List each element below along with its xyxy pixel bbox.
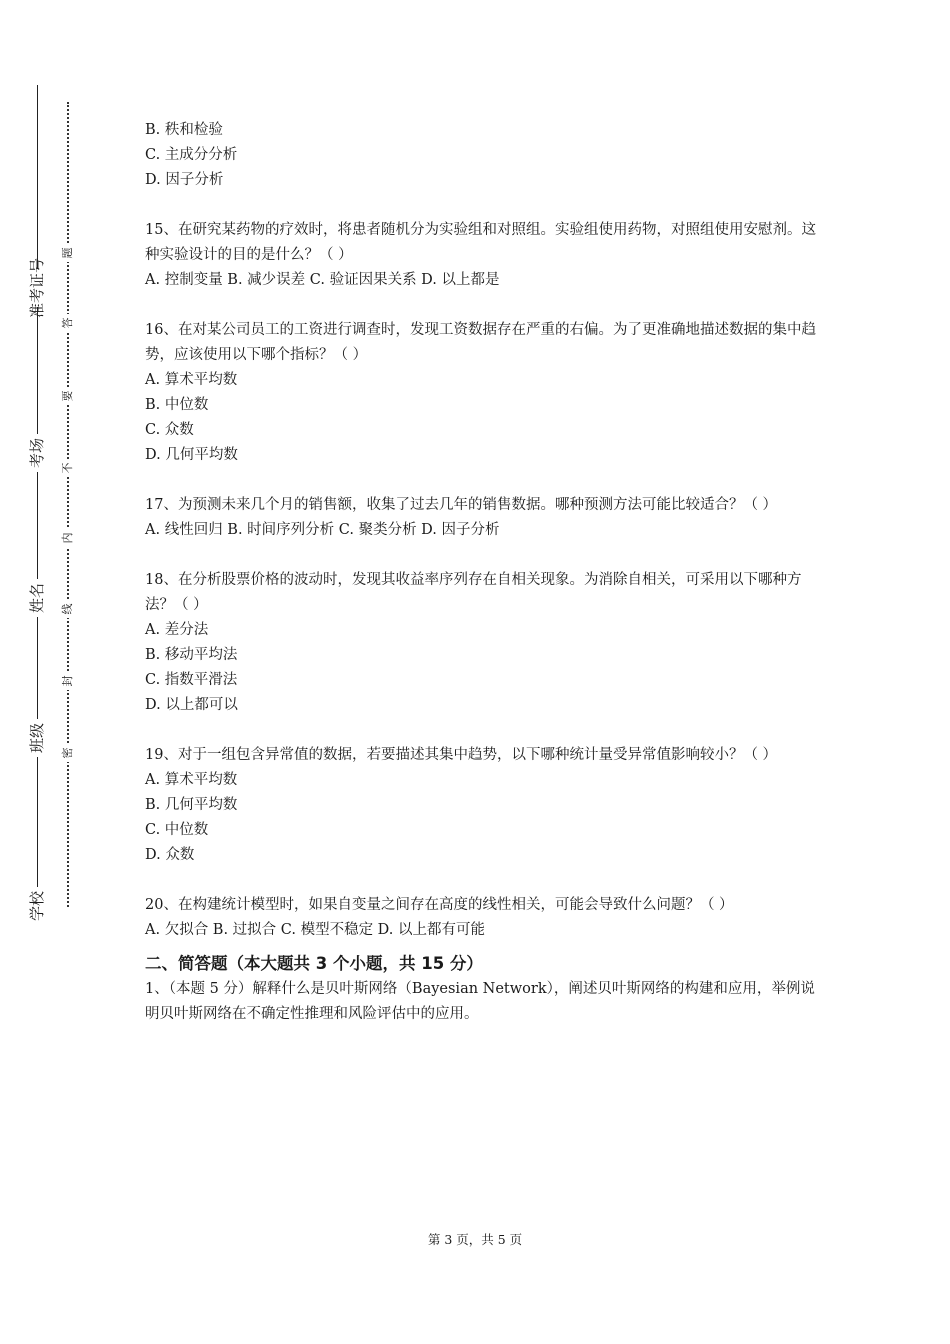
question-text: 20、在构建统计模型时，如果自变量之间存在高度的线性相关，可能会导致什么问题？（ ）: [145, 897, 734, 913]
seal-char: 要: [56, 387, 78, 405]
question-text: 15、在研究某药物的疗效时，将患者随机分为实验组和对照组。实验组使用药物，对照组使用安慰剂。这种实验设计的目的是什么？（ ）: [145, 222, 816, 263]
option: A. 算术平均数: [145, 772, 238, 788]
option: A. 算术平均数: [145, 372, 238, 388]
field-exam-number-label: 准考证号: [14, 269, 60, 307]
option: B. 秩和检验: [145, 122, 223, 138]
question-text: 16、在对某公司员工的工资进行调查时，发现工资数据存在严重的右偏。为了更准确地描述数据的集中趋势，应该使用以下哪个指标？（ ）: [145, 322, 816, 363]
seal-char: 密: [56, 744, 78, 762]
option: D. 几何平均数: [145, 447, 238, 463]
continued-options: [145, 118, 820, 193]
question-text: 18、在分析股票价格的波动时，发现其收益率序列存在自相关现象。为消除自相关，可采用以下哪种方法？（ ）: [145, 572, 802, 613]
field-class-label: 班级: [14, 719, 60, 757]
binding-solid-line: [37, 85, 38, 920]
question-18: [145, 568, 820, 718]
option: C. 主成分分析: [145, 147, 238, 163]
option: B. 几何平均数: [145, 797, 238, 813]
field-exam-room-label: 考场: [14, 434, 60, 472]
option: A. 差分法: [145, 622, 209, 638]
seal-char: 题: [56, 244, 78, 262]
option: D. 以上都可以: [145, 697, 238, 713]
option: C. 指数平滑法: [145, 672, 238, 688]
question-text: 17、为预测未来几个月的销售额，收集了过去几年的销售数据。哪种预测方法可能比较适合？（ ）: [145, 497, 778, 513]
option: A. 欠拟合 B. 过拟合 C. 模型不稳定 D. 以上都有可能: [145, 922, 486, 938]
exam-content: [145, 118, 820, 1027]
field-name-label: 姓名: [14, 579, 60, 617]
short-answer-question-1: 1、（本题 5 分）解释什么是贝叶斯网络（Bayesian Network），阐述贝叶斯网络的构建和应用，举例说明贝叶斯网络在不确定性推理和风险评估中的应用。: [145, 981, 815, 1022]
seal-char: 不: [56, 459, 78, 477]
option: B. 中位数: [145, 397, 209, 413]
page-footer: 第 3 页，共 5 页: [427, 1232, 523, 1247]
question-text: 19、对于一组包含异常值的数据，若要描述其集中趋势，以下哪种统计量受异常值影响较小？（ ）: [145, 747, 778, 763]
option: D. 众数: [145, 847, 195, 863]
question-17: [145, 493, 820, 543]
question-15: [145, 218, 820, 293]
seal-char: 内: [56, 529, 78, 547]
option: A. 控制变量 B. 减少误差 C. 验证因果关系 D. 以上都是: [145, 272, 500, 288]
option: B. 移动平均法: [145, 647, 238, 663]
option: D. 因子分析: [145, 172, 224, 188]
question-20: [145, 893, 820, 943]
binding-dotted-line: [67, 102, 69, 907]
option: C. 众数: [145, 422, 194, 438]
section-title: 二、简答题（本大题共 3 个小题，共 15 分）: [145, 954, 483, 973]
field-school-label: 学校: [14, 887, 60, 925]
seal-char: 答: [56, 314, 78, 332]
question-16: [145, 318, 820, 468]
option: A. 线性回归 B. 时间序列分析 C. 聚类分析 D. 因子分析: [145, 522, 500, 538]
question-19: [145, 743, 820, 868]
seal-char: 封: [56, 672, 78, 690]
seal-char: 线: [56, 600, 78, 618]
option: C. 中位数: [145, 822, 209, 838]
